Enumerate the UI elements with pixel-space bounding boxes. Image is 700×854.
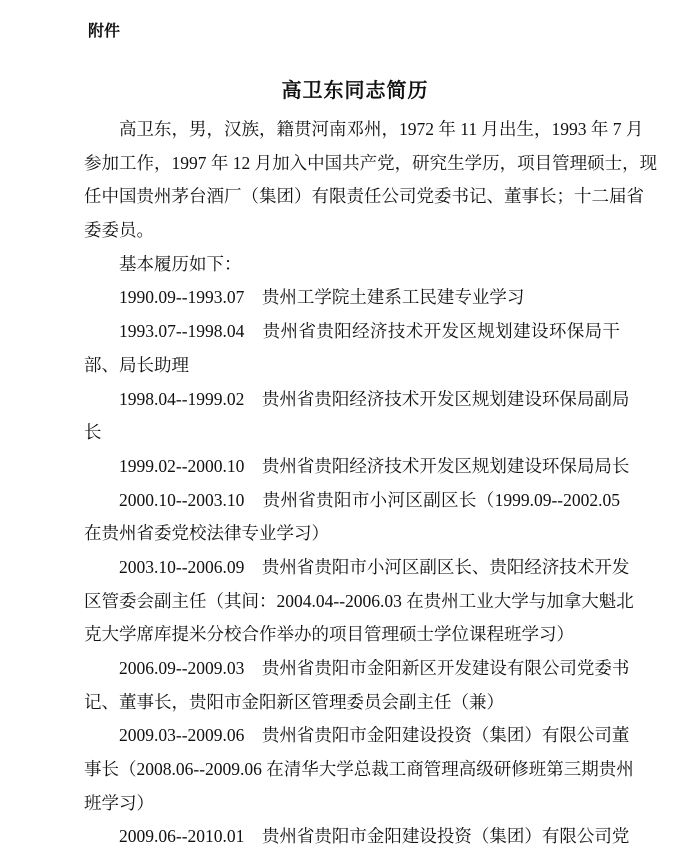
resume-entry (84, 484, 620, 551)
text-line: 事长（2008.06--2009.06 在清华大学总裁工商管理高级研修班第三期贵州 (84, 759, 634, 780)
resume-entry (84, 820, 630, 854)
text-line: 2006.09--2009.03 贵州省贵阳市金阳新区开发建设有限公司党委书 (119, 658, 630, 678)
text-line: 2009.06--2010.01 贵州省贵阳市金阳建设投资（集团）有限公司党 (119, 826, 630, 847)
resume-entry (84, 652, 630, 719)
resume-entry (84, 551, 634, 652)
text-line: 任中国贵州茅台酒厂（集团）有限责任公司党委书记、董事长；十二届省 (84, 186, 644, 207)
resume-entry (84, 450, 630, 484)
resume-entry (84, 719, 634, 820)
text-line: 2000.10--2003.10 贵州省贵阳市小河区副区长（1999.09--2002.05 (119, 489, 620, 510)
text-line: 1999.02--2000.10 贵州省贵阳经济技术开发区规划建设环保局局长 (119, 455, 630, 476)
text-line: 1990.09--1993.07 贵州工学院土建系工民建专业学习 (119, 287, 525, 308)
text-line: 克大学席库提米分校合作举办的项目管理硕士学位课程班学习） (84, 624, 574, 645)
resume-entry (84, 315, 620, 382)
text-line: 记、董事长，贵阳市金阳新区管理委员会副主任（兼） (84, 691, 504, 712)
text-line: 委委员。 (84, 220, 154, 241)
text-line: 1998.04--1999.02 贵州省贵阳经济技术开发区规划建设环保局副局 (119, 388, 630, 409)
text-line: 长 (84, 422, 102, 443)
resume-heading (84, 248, 620, 282)
resume-entry (84, 281, 620, 315)
document-body (84, 113, 658, 854)
text-line: 区管委会副主任（其间：2004.04--2006.03 在贵州工业大学与加拿大魁北 (84, 590, 634, 611)
text-line: 在贵州省委党校法律专业学习） (84, 523, 329, 544)
text-line: 高卫东，男，汉族，籍贯河南邓州，1972 年 11 月出生，1993 年 7 月 (119, 119, 644, 139)
text-line: 基本履历如下： (119, 253, 242, 274)
intro-paragraph (84, 113, 658, 248)
resume-entry (84, 383, 630, 450)
text-line: 参加工作，1997 年 12 月加入中国共产党，研究生学历，项目管理硕士，现 (84, 152, 658, 173)
text-line: 班学习） (84, 792, 154, 813)
page-title: 高卫东同志简历 (281, 80, 429, 102)
text-line: 2009.03--2009.06 贵州省贵阳市金阳建设投资（集团）有限公司董 (119, 725, 630, 746)
text-line: 2003.10--2006.09 贵州省贵阳市小河区副区长、贵阳经济技术开发 (119, 556, 630, 577)
text-line: 1993.07--1998.04 贵州省贵阳经济技术开发区规划建设环保局干 (119, 321, 620, 342)
attachment-label: 附件 (88, 23, 121, 40)
text-line: 部、局长助理 (84, 354, 189, 375)
